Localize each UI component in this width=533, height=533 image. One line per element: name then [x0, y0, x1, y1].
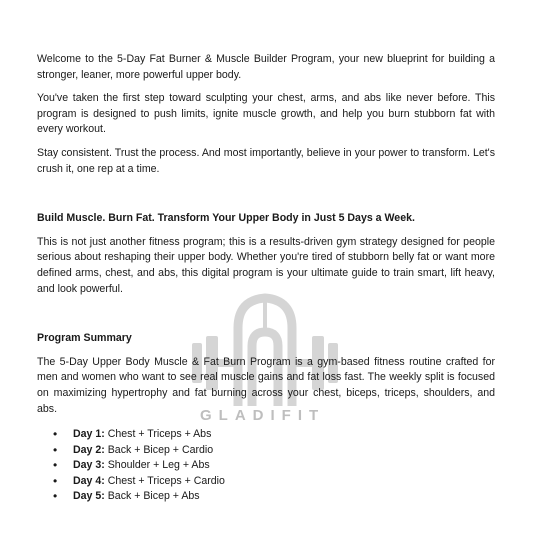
day-label: Day 3: — [73, 459, 105, 472]
document-page — [37, 52, 495, 505]
day-label: Day 5: — [73, 490, 105, 503]
intro-paragraph-3: Stay consistent. Trust the process. And most importantly, believe in your power to transform. Let's crush it, one rep at a time. — [37, 146, 495, 175]
day-list-item — [73, 458, 495, 474]
day-text: Back + Bicep + Abs — [104, 490, 200, 503]
intro-paragraph-1: Welcome to the 5-Day Fat Burner & Muscle Builder Program, your new blueprint for building a stronger, leaner, more powerful upper body. — [37, 53, 495, 81]
section-body-program-summary: The 5-Day Upper Body Muscle & Fat Burn Program is a gym-based fitness routine crafted for men and women who want to see real muscle gains and fat loss fast. The weekly split is focused on maximizing hypertrophy and fat burning across your chest, biceps, triceps, shoulders, and abs. — [37, 355, 495, 415]
day-list-item — [73, 443, 495, 459]
day-label: Day 2: — [73, 443, 105, 456]
day-list-item — [73, 489, 495, 505]
day-label: Day 1: — [73, 428, 105, 441]
intro-paragraph-2: You've taken the first step toward sculpting your chest, arms, and abs like never before. This program is designed to push limits, ignite muscle growth, and help you burn stubborn fat with every workout. — [37, 92, 495, 136]
day-text: Shoulder + Leg + Abs — [104, 459, 210, 472]
day-list-item — [73, 474, 495, 490]
section-body-build-muscle: This is not just another fitness program; this is a results-driven gym strategy designed for people serious about reshaping their upper body. Whether you're tired of stubborn belly fat or want more defined arms, chest, and abs, this digital program is your ultimate guide to train smart, lift heavy, and look powerful. — [37, 235, 495, 295]
day-text: Back + Bicep + Cardio — [104, 443, 214, 456]
day-label: Day 4: — [73, 474, 105, 487]
watermark-text: GLADIFIT — [200, 407, 326, 424]
day-list-item — [73, 427, 495, 443]
section-heading-program-summary: Program Summary — [37, 332, 132, 345]
day-list — [37, 427, 495, 505]
section-heading-build-muscle: Build Muscle. Burn Fat. Transform Your Upper Body in Just 5 Days a Week. — [37, 212, 415, 225]
day-text: Chest + Triceps + Abs — [104, 428, 212, 441]
day-text: Chest + Triceps + Cardio — [104, 474, 225, 487]
